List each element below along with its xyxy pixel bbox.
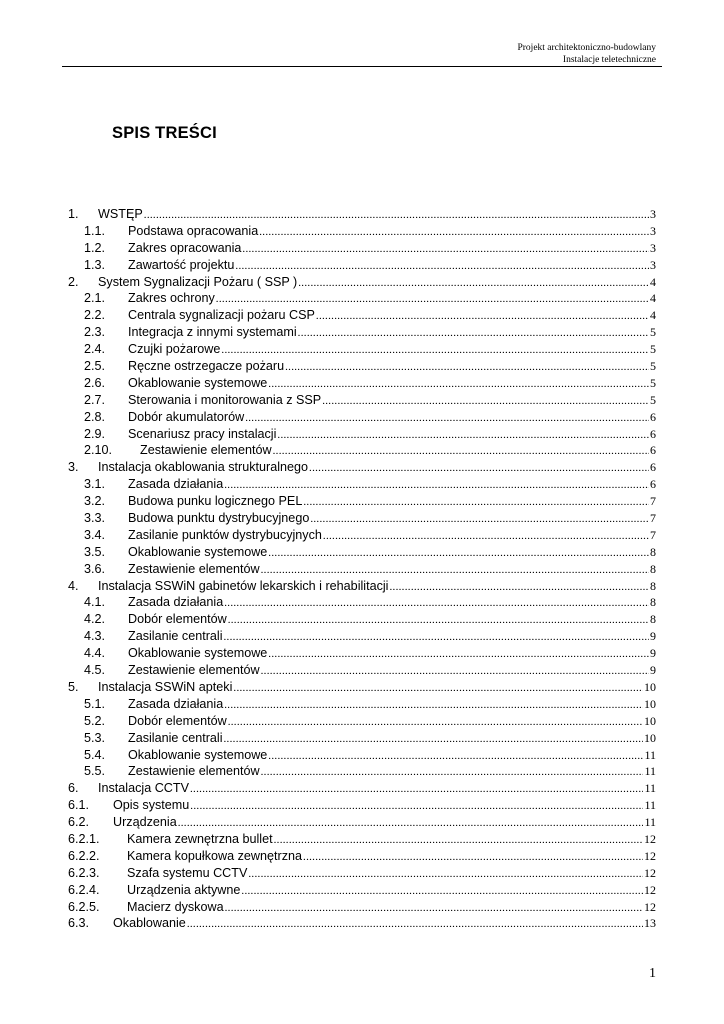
toc-entry-page: 12 (644, 831, 656, 846)
header-project-line: Projekt architektoniczno-budowlany (517, 43, 656, 53)
toc-leader-dots (316, 310, 649, 322)
header-divider (62, 66, 662, 67)
toc-entry-title: Zestawienie elementów (128, 663, 260, 678)
toc-entry-number: 3.3. (84, 511, 106, 526)
toc-leader-dots (233, 682, 643, 694)
toc-entry-title: Podstawa opracowania (128, 223, 259, 238)
toc-entry-title: Okablowanie systemowe (128, 375, 268, 390)
toc-entry-number: 6.2.4. (68, 882, 100, 897)
toc-entry-number: 5.5. (84, 764, 106, 779)
toc-entry-page: 8 (650, 595, 656, 610)
toc-leader-dots (187, 918, 643, 930)
toc-leader-dots (268, 648, 649, 660)
toc-entry-page: 3 (650, 207, 656, 221)
toc-leader-dots (216, 293, 649, 305)
toc-entry-page: 13 (644, 916, 656, 931)
toc-leader-dots (303, 496, 649, 508)
toc-entry-title: Instalacja okablowania strukturalnego (98, 460, 309, 475)
toc-entry[interactable] (68, 748, 656, 765)
toc-entry[interactable] (68, 866, 656, 883)
toc-entry[interactable] (68, 663, 656, 680)
toc-entry[interactable] (68, 477, 656, 494)
toc-entry-page: 6 (650, 460, 656, 475)
toc-entry-page: 7 (650, 511, 656, 526)
toc-entry[interactable] (68, 900, 656, 917)
toc-entry-title: Ręczne ostrzegacze pożaru (128, 359, 285, 374)
toc-entry-page: 3 (650, 257, 656, 272)
toc-entry-page: 10 (644, 696, 656, 711)
toc-entry-number: 4.2. (84, 612, 106, 627)
toc-leader-dots (144, 209, 649, 221)
toc-entry-page: 7 (650, 527, 656, 542)
toc-entry-title: Sterowania i monitorowania z SSP (128, 392, 322, 407)
toc-leader-dots (273, 445, 649, 457)
toc-leader-dots (309, 462, 649, 474)
toc-entry-number: 6.2.3. (68, 865, 100, 880)
toc-entry-title: Zasilanie centrali (128, 629, 223, 644)
page-title: SPIS TREŚCI (112, 124, 217, 142)
toc-entry[interactable] (68, 798, 656, 815)
toc-entry-page: 6 (650, 477, 656, 492)
toc-entry-page: 6 (650, 443, 656, 458)
toc-entry-title: Szafa systemu CCTV (127, 865, 248, 880)
toc-leader-dots (224, 699, 643, 711)
toc-entry[interactable] (68, 883, 656, 900)
toc-entry[interactable] (68, 562, 656, 579)
toc-entry-page: 5 (650, 342, 656, 357)
toc-entry-number: 6.2. (68, 815, 90, 830)
toc-entry-page: 8 (650, 578, 656, 593)
toc-leader-dots (242, 243, 649, 255)
toc-entry-page: 4 (650, 274, 656, 289)
toc-entry-page: 12 (644, 899, 656, 914)
toc-entry-page: 4 (650, 291, 656, 306)
toc-entry[interactable] (68, 241, 656, 258)
page-header (517, 42, 656, 66)
toc-entry-title: Czujki pożarowe (128, 342, 221, 357)
toc-entry-title: Dobór elementów (128, 612, 227, 627)
toc-entry-page: 5 (650, 359, 656, 374)
toc-entry-page: 10 (644, 713, 656, 728)
toc-entry[interactable] (68, 376, 656, 393)
toc-entry-number: 5.2. (84, 713, 106, 728)
toc-entry-page: 3 (650, 223, 656, 238)
page-number: 1 (649, 966, 656, 981)
toc-leader-dots (274, 834, 643, 846)
toc-entry-number: 2.4. (84, 342, 106, 357)
toc-leader-dots (225, 902, 643, 914)
toc-entry-page: 11 (644, 764, 656, 779)
toc-entry-page: 9 (650, 629, 656, 644)
toc-entry-page: 11 (644, 781, 656, 796)
toc-entry[interactable] (68, 443, 656, 460)
toc-entry-number: 1.2. (84, 240, 106, 255)
toc-entry-title: Scenariusz pracy instalacji (128, 426, 277, 441)
toc-entry-number: 1.3. (84, 257, 106, 272)
toc-leader-dots (285, 361, 649, 373)
toc-entry-title: Opis systemu (113, 798, 190, 813)
toc-leader-dots (235, 260, 649, 272)
toc-entry[interactable] (68, 595, 656, 612)
toc-entry-page: 9 (650, 646, 656, 661)
toc-entry-number: 3.5. (84, 544, 106, 559)
toc-entry-title: Zestawienie elementów (140, 443, 272, 458)
toc-entry-title: Zasilanie centrali (128, 730, 223, 745)
toc-entry[interactable] (68, 714, 656, 731)
toc-entry-title: Okablowanie systemowe (128, 544, 268, 559)
toc-entry[interactable] (68, 359, 656, 376)
toc-leader-dots (190, 800, 643, 812)
toc-entry-title: Zakres ochrony (128, 291, 215, 306)
toc-entry[interactable] (68, 258, 656, 275)
toc-entry-number: 2.1. (84, 291, 106, 306)
toc-entry-number: 6.2.5. (68, 899, 100, 914)
toc-entry[interactable] (68, 849, 656, 866)
toc-entry-page: 8 (650, 561, 656, 576)
toc-entry[interactable] (68, 731, 656, 748)
toc-leader-dots (224, 597, 649, 609)
toc-entry-title: Dobór akumulatorów (128, 409, 245, 424)
toc-entry-title: Instalacja SSWiN gabinetów lekarskich i rehabilitacji (98, 578, 389, 593)
toc-entry-page: 11 (644, 798, 656, 813)
toc-entry-page: 10 (644, 679, 656, 694)
toc-entry-number: 6.3. (68, 916, 90, 931)
toc-entry[interactable] (68, 629, 656, 646)
toc-entry-page: 8 (650, 544, 656, 559)
toc-entry-number: 2.8. (84, 409, 106, 424)
toc-entry-title: Budowa punktu dystrybucyjnego (128, 511, 310, 526)
toc-leader-dots (268, 750, 643, 762)
toc-entry[interactable] (68, 275, 656, 292)
toc-entry-number: 4.3. (84, 629, 106, 644)
toc-entry-page: 10 (644, 730, 656, 745)
toc-entry[interactable] (68, 494, 656, 511)
toc-entry[interactable] (68, 207, 656, 224)
toc-leader-dots (178, 817, 644, 829)
toc-entry-page: 5 (650, 325, 656, 340)
toc-entry-title: Okablowanie (113, 916, 186, 931)
toc-leader-dots (261, 564, 649, 576)
toc-entry[interactable] (68, 815, 656, 832)
toc-entry-number: 5.4. (84, 747, 106, 762)
toc-entry[interactable] (68, 291, 656, 308)
toc-entry-number: 4.5. (84, 663, 106, 678)
toc-entry-number: 2.6. (84, 375, 106, 390)
toc-entry-number: 2.9. (84, 426, 106, 441)
toc-leader-dots (310, 513, 649, 525)
toc-entry-number: 3. (68, 460, 79, 475)
toc-entry[interactable] (68, 781, 656, 798)
toc-entry-page: 4 (650, 308, 656, 323)
toc-entry-page: 6 (650, 426, 656, 441)
toc-leader-dots (268, 378, 649, 390)
toc-entry-number: 2.3. (84, 325, 106, 340)
toc-entry-number: 5. (68, 679, 79, 694)
toc-entry-number: 6.1. (68, 798, 90, 813)
toc-entry-title: Integracja z innymi systemami (128, 325, 297, 340)
toc-leader-dots (221, 344, 649, 356)
toc-entry-title: Zakres opracowania (128, 240, 242, 255)
toc-entry-title: Okablowanie systemowe (128, 747, 268, 762)
toc-entry[interactable] (68, 511, 656, 528)
toc-entry[interactable] (68, 646, 656, 663)
toc-leader-dots (190, 783, 643, 795)
toc-leader-dots (277, 429, 649, 441)
toc-entry-title: Kamera kopułkowa zewnętrzna (127, 848, 303, 863)
toc-entry-title: Zawartość projektu (128, 257, 235, 272)
toc-entry-page: 12 (644, 865, 656, 880)
toc-entry-title: Zestawienie elementów (128, 561, 260, 576)
toc-entry-title: Budowa punku logicznego PEL (128, 494, 303, 509)
toc-entry-page: 12 (644, 882, 656, 897)
toc-entry[interactable] (68, 612, 656, 629)
toc-entry-number: 4. (68, 578, 79, 593)
toc-leader-dots (241, 885, 643, 897)
toc-entry[interactable] (68, 460, 656, 477)
toc-entry-number: 1.1. (84, 223, 106, 238)
toc-entry-title: Zasada działania (128, 477, 224, 492)
toc-entry-number: 2.2. (84, 308, 106, 323)
toc-entry-number: 2.5. (84, 359, 106, 374)
toc-entry-title: Centrala sygnalizacji pożaru CSP (128, 308, 315, 323)
toc-leader-dots (224, 631, 650, 643)
toc-entry[interactable] (68, 916, 656, 933)
toc-entry[interactable] (68, 308, 656, 325)
toc-entry-number: 1. (68, 207, 79, 221)
toc-leader-dots (303, 851, 643, 863)
toc-leader-dots (224, 479, 649, 491)
toc-leader-dots (245, 412, 649, 424)
toc-entry[interactable] (68, 545, 656, 562)
toc-leader-dots (323, 530, 649, 542)
toc-entry-page: 12 (644, 848, 656, 863)
toc-entry[interactable] (68, 528, 656, 545)
toc-entry-page: 3 (650, 240, 656, 255)
header-section-line: Instalacje teletechniczne (562, 55, 656, 65)
toc-entry-number: 6.2.2. (68, 848, 100, 863)
toc-entry-number: 4.4. (84, 646, 106, 661)
toc-entry-title: Instalacja SSWiN apteki (98, 679, 233, 694)
toc-leader-dots (228, 614, 649, 626)
toc-leader-dots (261, 665, 649, 677)
toc-leader-dots (389, 581, 649, 593)
toc-entry-number: 2. (68, 274, 79, 289)
toc-entry-page: 6 (650, 409, 656, 424)
toc-entry[interactable] (68, 697, 656, 714)
toc-entry-title: Urządzenia aktywne (127, 882, 241, 897)
toc-entry-title: WSTĘP (98, 207, 143, 221)
toc-leader-dots (228, 716, 643, 728)
toc-leader-dots (298, 327, 649, 339)
toc-entry-page: 11 (644, 747, 656, 762)
toc-entry-number: 5.3. (84, 730, 106, 745)
toc-entry-number: 2.10. (84, 443, 113, 458)
toc-entry[interactable] (68, 393, 656, 410)
toc-leader-dots (298, 277, 649, 289)
toc-entry-number: 3.6. (84, 561, 106, 576)
toc-entry-title: Zasilanie punktów dystrybucyjnych (128, 527, 322, 542)
toc-entry-title: Zasada działania (128, 696, 224, 711)
toc-leader-dots (259, 226, 649, 238)
toc-entry-number: 5.1. (84, 696, 106, 711)
toc-entry[interactable] (68, 680, 656, 697)
toc-leader-dots (248, 868, 643, 880)
toc-entry-title: Macierz dyskowa (127, 899, 224, 914)
toc-entry[interactable] (68, 410, 656, 427)
toc-entry-title: Kamera zewnętrzna bullet (127, 831, 273, 846)
table-of-contents (68, 207, 656, 933)
toc-entry-number: 2.7. (84, 392, 106, 407)
toc-entry[interactable] (68, 427, 656, 444)
toc-entry-title: Zestawienie elementów (128, 764, 260, 779)
toc-entry[interactable] (68, 224, 656, 241)
toc-entry-number: 6. (68, 781, 79, 796)
toc-entry-title: Okablowanie systemowe (128, 646, 268, 661)
toc-entry-number: 6.2.1. (68, 831, 100, 846)
toc-entry-title: Urządzenia (113, 815, 177, 830)
toc-entry-title: System Sygnalizacji Pożaru ( SSP ) (98, 274, 298, 289)
toc-entry-page: 5 (650, 392, 656, 407)
toc-entry[interactable] (68, 832, 656, 849)
toc-entry-number: 3.1. (84, 477, 106, 492)
toc-entry[interactable] (68, 579, 656, 596)
toc-entry-title: Zasada działania (128, 595, 224, 610)
toc-leader-dots (268, 547, 649, 559)
toc-entry-number: 4.1. (84, 595, 106, 610)
toc-entry-page: 11 (644, 815, 656, 830)
toc-entry[interactable] (68, 342, 656, 359)
toc-entry-number: 3.4. (84, 527, 106, 542)
toc-entry-title: Instalacja CCTV (98, 781, 189, 796)
toc-entry-page: 7 (650, 494, 656, 509)
toc-leader-dots (261, 766, 644, 778)
toc-entry-number: 3.2. (84, 494, 106, 509)
toc-entry-page: 9 (650, 663, 656, 678)
toc-entry-page: 8 (650, 612, 656, 627)
toc-entry[interactable] (68, 764, 656, 781)
toc-leader-dots (224, 733, 644, 745)
toc-entry-title: Dobór elementów (128, 713, 227, 728)
toc-leader-dots (322, 395, 649, 407)
toc-entry-page: 5 (650, 375, 656, 390)
toc-entry[interactable] (68, 325, 656, 342)
